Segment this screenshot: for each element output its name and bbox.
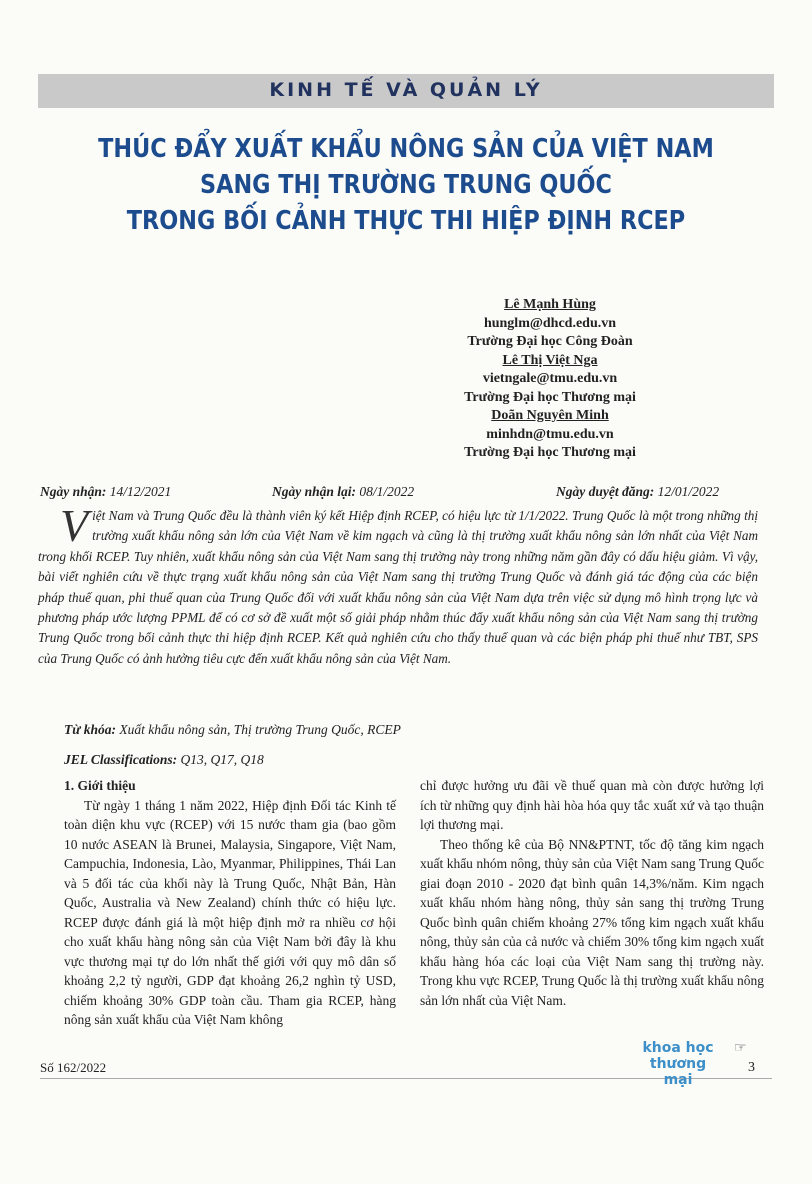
accepted-value: 12/01/2022 bbox=[657, 484, 720, 499]
accepted-label: Ngày duyệt đăng: bbox=[556, 484, 655, 499]
received-label: Ngày nhận: bbox=[40, 484, 107, 499]
journal-brand bbox=[636, 1040, 720, 1088]
author-email[interactable]: hunglm@dhcd.edu.vn bbox=[483, 315, 617, 331]
keywords-label: Từ khóa: bbox=[64, 722, 116, 737]
page-number: 3 bbox=[748, 1060, 755, 1075]
section-banner bbox=[38, 74, 774, 108]
section-heading: 1. Giới thiệu bbox=[64, 778, 136, 793]
body-paragraph: Theo thống kê của Bộ NN&PTNT, tốc độ tăng kim ngạch xuất khẩu nhóm nông, thủy sản của Việt Nam sang Trung Quốc giai đoạn 2010 - 2020 đạt bình quân 14,3%/năm. Kim ngạch xuất khẩu nhóm hàng nông, thủy sản sang thị trường Trung Quốc bình quân chiếm khoảng 27% tổng kim ngạch xuất khẩu nông, thủy sản của cả nước và chiếm 30% tổng kim ngạch xuất khẩu hàng hóa các loại của Việt Nam sang thị trường này. Trong khu vực RCEP, Trung Quốc là thị trường xuất khẩu nông sản lớn nhất của Việt Nam. bbox=[420, 836, 764, 1008]
author-name: Lê Thị Việt Nga bbox=[502, 352, 598, 368]
author-email[interactable]: vietngale@tmu.edu.vn bbox=[482, 371, 618, 386]
received-date bbox=[40, 484, 171, 500]
keywords-value: Xuất khẩu nông sản, Thị trường Trung Quốc, RCEP bbox=[119, 722, 401, 737]
title-line-1: THÚC ĐẨY XUẤT KHẨU NÔNG SẢN CỦA VIỆT NAM bbox=[98, 134, 714, 164]
author-affiliation: Trường Đại học Công Đoàn bbox=[467, 334, 633, 349]
received-value: 14/12/2021 bbox=[109, 484, 172, 499]
abstract bbox=[38, 500, 758, 669]
abstract-dropcap: V bbox=[60, 500, 89, 551]
author-email[interactable]: minhdn@tmu.edu.vn bbox=[486, 426, 614, 442]
title-line-2: SANG THỊ TRƯỜNG TRUNG QUỐC bbox=[200, 170, 612, 200]
jel-value: Q13, Q17, Q18 bbox=[180, 752, 264, 767]
jel-label: JEL Classifications: bbox=[64, 752, 178, 767]
author-name: Lê Mạnh Hùng bbox=[504, 297, 596, 312]
revised-label: Ngày nhận lại: bbox=[272, 484, 357, 499]
issue-number: Số 162/2022 bbox=[40, 1060, 107, 1075]
brand-line-2: thương mại bbox=[649, 1056, 707, 1088]
body-right-column bbox=[420, 776, 764, 1010]
accepted-date bbox=[556, 484, 719, 500]
keywords bbox=[64, 722, 401, 738]
body-left-column bbox=[64, 776, 396, 1030]
title-line-3: TRONG BỐI CẢNH THỰC THI HIỆP ĐỊNH RCEP bbox=[126, 206, 686, 236]
body-paragraph: chỉ được hưởng ưu đãi về thuế quan mà còn được hưởng lợi ích từ những quy định hài hòa hóa quy tắc xuất xứ và tạo thuận lợi thương mại. bbox=[420, 778, 764, 832]
jel-classifications bbox=[64, 752, 264, 768]
revised-value: 08/1/2022 bbox=[359, 484, 415, 499]
author-block bbox=[400, 296, 700, 463]
author-affiliation: Trường Đại học Thương mại bbox=[464, 389, 636, 405]
abstract-text: iệt Nam và Trung Quốc đều là thành viên ký kết Hiệp định RCEP, có hiệu lực từ 1/1/2022. Trung Quốc là một trong những thị trường xuất khẩu nông sản lớn của Việt Nam về kim ngạch và cũng là thị trường xuất khẩu nông sản lớn nhất của Việt Nam trong khối RCEP. Tuy nhiên, xuất khẩu nông sản của Việt Nam sang thị trường này trong những năm gần đây có dấu hiệu giảm. Vì vậy, bài viết nghiên cứu về thực trạng xuất khẩu nông sản của Việt Nam sang thị trường Trung Quốc và đánh giá tác động của các biện pháp thuế quan, phi thuế quan của Trung Quốc đối với xuất khẩu nông sản của Việt Nam dựa trên việc sử dụng mô hình trọng lực và phương pháp ước lượng PPML để có cơ sở đề xuất một số giải pháp nhằm thúc đẩy xuất khẩu nông sản của Việt Nam sang thị trường Trung Quốc trong bối cảnh thực thi hiệp định RCEP. Kết quả nghiên cứu cho thấy thuế quan và các biện pháp phi thuế như TBT, SPS của Trung Quốc có ảnh hưởng tiêu cực đến xuất khẩu nông sản của Việt Nam. bbox=[38, 508, 758, 666]
brand-line-1: khoa học bbox=[642, 1040, 714, 1056]
author-affiliation: Trường Đại học Thương mại bbox=[464, 445, 636, 460]
revised-date bbox=[272, 484, 414, 500]
pointing-hand-icon: ☞ bbox=[734, 1041, 747, 1056]
author-name: Doãn Nguyên Minh bbox=[491, 408, 609, 423]
body-paragraph: Từ ngày 1 tháng 1 năm 2022, Hiệp định Đối tác Kinh tế toàn diện khu vực (RCEP) với 15 nước tham gia (bao gồm 10 nước ASEAN là Brunei, Malaysia, Singapore, Việt Nam, Campuchia, Indonesia, Lào, Myanmar, Philippines, Thái Lan và 5 đối tác của khối này là Trung Quốc, Nhật Bản, Hàn Quốc, Australia và New Zealand) chính thức có hiệu lực. RCEP được đánh giá là một hiệp định mở ra nhiều cơ hội cho xuất khẩu hàng nông sản của Việt Nam bởi đây là khu vực thương mại tự do lớn nhất thế giới với quy mô dân số khoảng 2,2 tỷ người, GDP đạt khoảng 26,2 nghìn tỷ USD, chiếm khoảng 30% GDP toàn cầu. Tham gia RCEP, hàng nông sản xuất khẩu của Việt Nam không bbox=[64, 797, 396, 1027]
section-label: KINH TẾ VÀ QUẢN LÝ bbox=[269, 79, 543, 101]
